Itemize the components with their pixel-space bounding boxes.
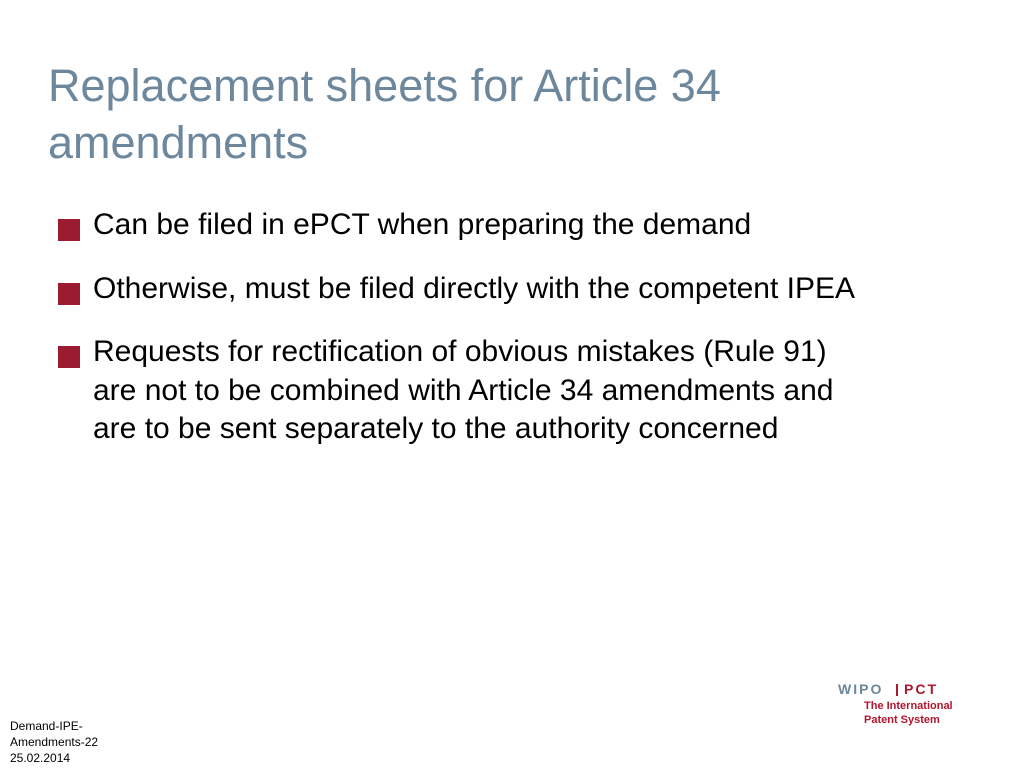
logo-tagline-line: Patent System xyxy=(864,713,940,726)
bullet-item xyxy=(58,206,978,245)
bullet-list xyxy=(58,206,978,474)
bullet-square-icon xyxy=(58,219,80,241)
slide-title-line: Replacement sheets for Article 34 xyxy=(48,60,721,111)
slide-title-line: amendments xyxy=(48,117,309,168)
footer-reference xyxy=(10,718,130,766)
footer-line: Demand-IPE- xyxy=(10,719,83,733)
wipo-pct-logo xyxy=(838,681,1008,731)
logo-wipo-text: WIPO xyxy=(838,681,884,697)
bullet-item xyxy=(58,270,978,309)
logo-tagline xyxy=(864,700,953,727)
bullet-text-line: Requests for rectification of obvious mistakes (Rule 91) xyxy=(93,335,827,368)
logo-tagline-line: The International xyxy=(864,700,953,712)
bullet-text-line: are not to be combined with Article 34 amendments and xyxy=(93,373,834,407)
bullet-text-line: are to be sent separately to the authority concerned xyxy=(93,412,779,445)
bullet-item xyxy=(58,333,978,449)
logo-divider xyxy=(896,684,898,696)
bullet-square-icon xyxy=(58,283,80,305)
logo-pct-text: PCT xyxy=(904,681,938,697)
footer-line: Amendments-22 xyxy=(10,735,99,749)
bullet-square-icon xyxy=(58,346,80,368)
slide-title xyxy=(48,57,948,171)
footer-date: 25.02.2014 xyxy=(10,751,71,765)
bullet-text: Can be filed in ePCT when preparing the demand xyxy=(93,208,752,241)
bullet-text: Otherwise, must be filed directly with the competent IPEA xyxy=(93,271,855,305)
